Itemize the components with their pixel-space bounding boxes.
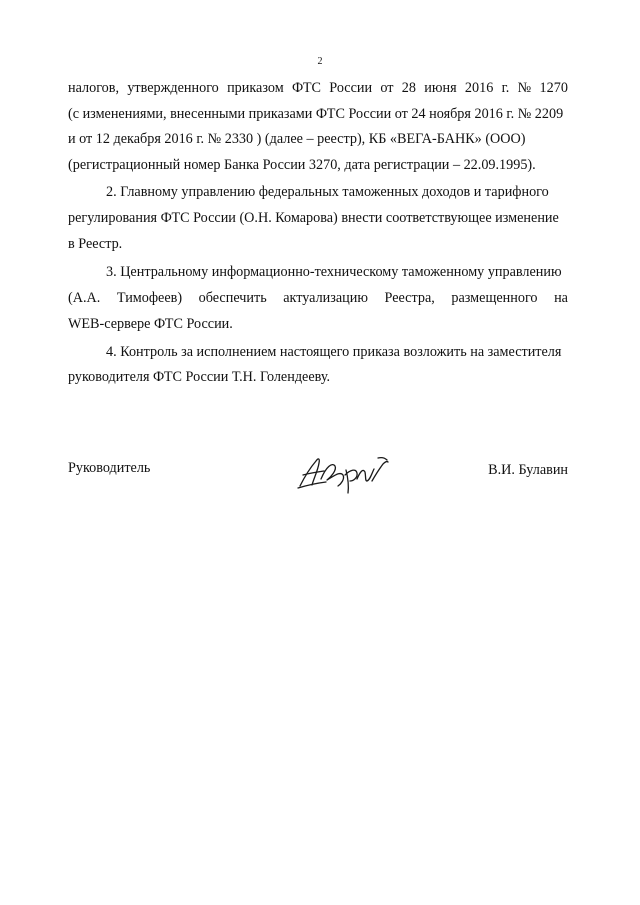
paragraph-4-line-1: 4. Контроль за исполнением настоящего приказа возложить на заместителя — [106, 344, 562, 360]
signatory-name: В.И. Булавин — [488, 462, 568, 478]
page-number: 2 — [317, 56, 323, 67]
paragraph-4-line-2: руководителя ФТС России Т.Н. Голендееву. — [68, 369, 331, 385]
paragraph-1-line-1: налогов, утвержденного приказом ФТС России от 28 июня 2016 г. № 1270 — [68, 80, 568, 96]
signatory-title: Руководитель — [68, 460, 151, 476]
handwritten-signature — [294, 452, 390, 494]
paragraph-1-line-2: (с изменениями, внесенными приказами ФТС России от 24 ноября 2016 г. № 2209 — [68, 106, 564, 122]
paragraph-2-line-3: в Реестр. — [68, 236, 123, 252]
paragraph-3-line-3: WEB-сервере ФТС России. — [68, 316, 233, 332]
paragraph-2-line-2: регулирования ФТС России (О.Н. Комарова) внести соответствующее изменение — [68, 210, 559, 226]
paragraph-2-line-1: 2. Главному управлению федеральных таможенных доходов и тарифного — [106, 184, 549, 200]
paragraph-1-line-3: и от 12 декабря 2016 г. № 2330 ) (далее – реестр), КБ «ВЕГА-БАНК» (ООО) — [68, 131, 526, 147]
paragraph-1-line-4: (регистрационный номер Банка России 3270, дата регистрации – 22.09.1995). — [68, 157, 536, 173]
paragraph-3-line-2: (А.А. Тимофеев) обеспечить актуализацию Реестра, размещенного на — [68, 290, 568, 306]
paragraph-3-line-1: 3. Центральному информационно-техническому таможенному управлению — [106, 264, 562, 280]
signature-block — [68, 452, 568, 502]
